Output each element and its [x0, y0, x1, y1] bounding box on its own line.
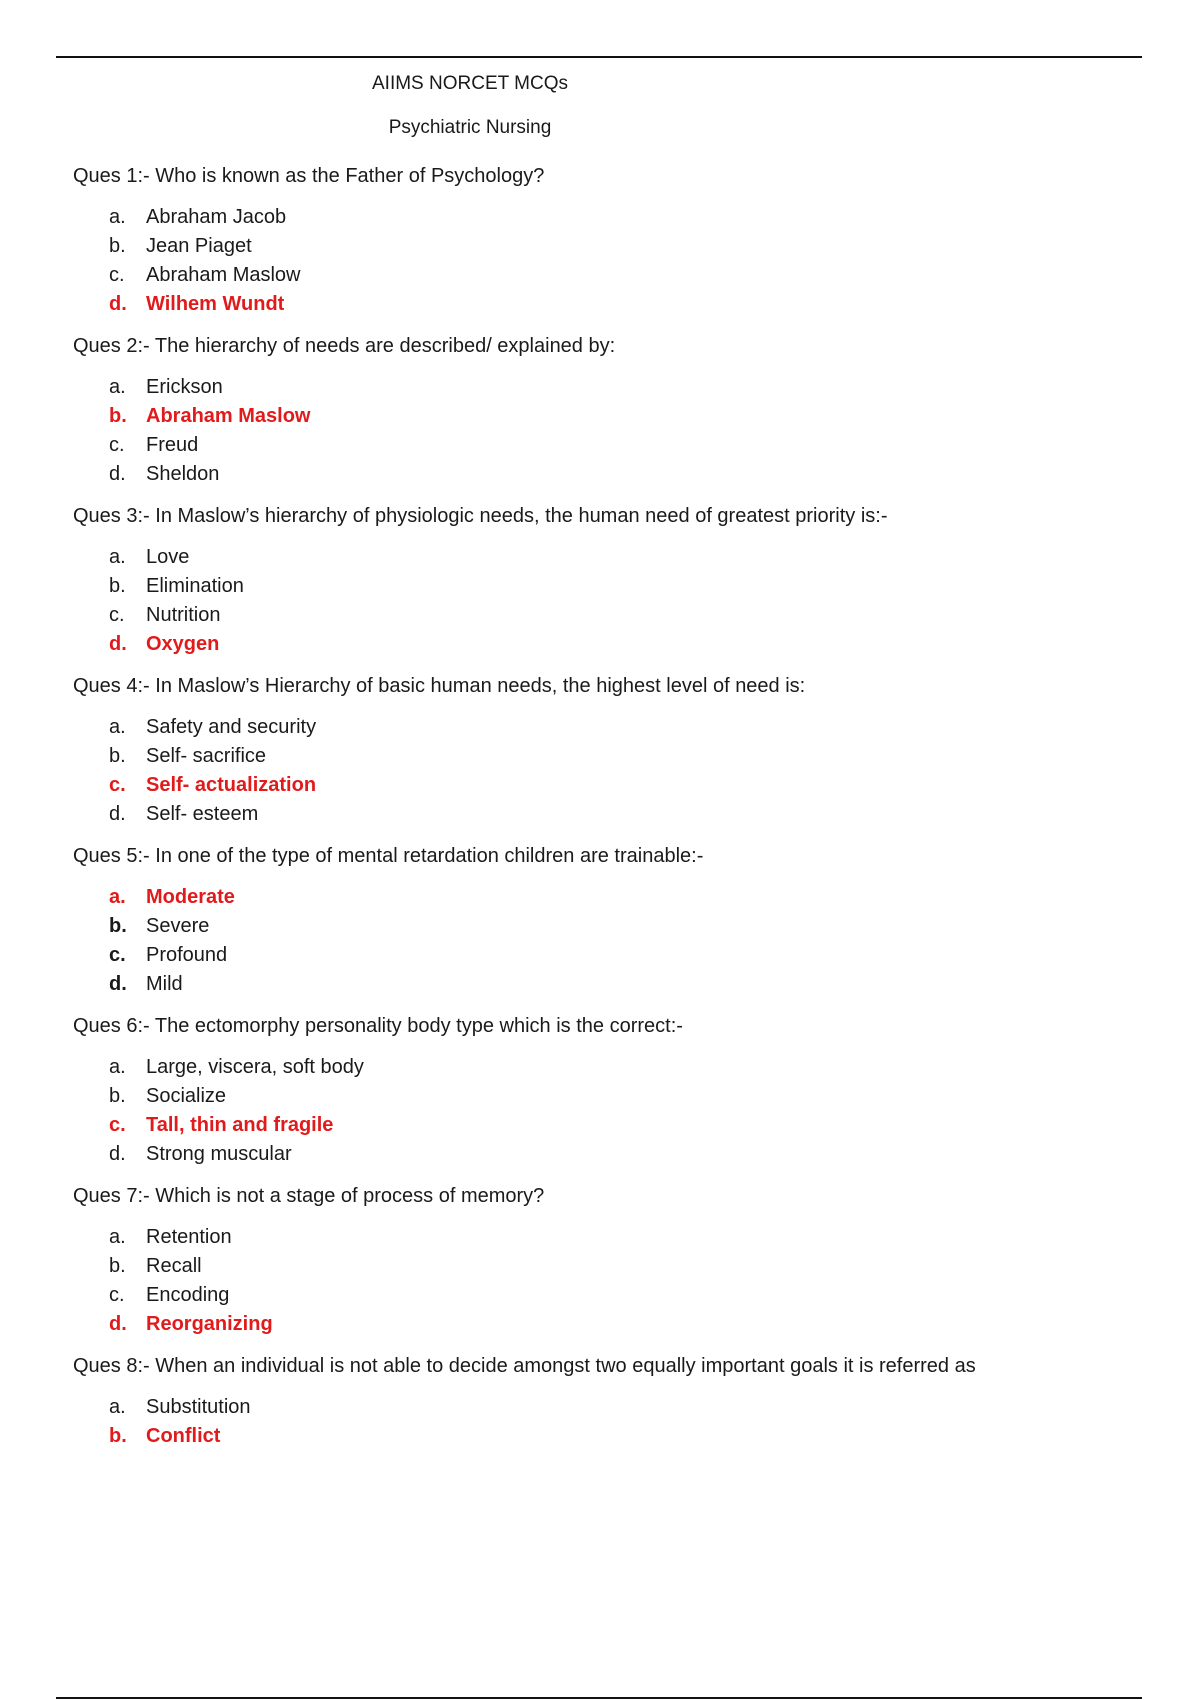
option-letter: a.	[109, 716, 126, 738]
option-list	[73, 203, 1133, 319]
option-letter: b.	[109, 1255, 126, 1277]
option-text: Abraham Maslow	[146, 405, 311, 427]
option	[73, 1082, 1133, 1111]
option-text: Love	[146, 546, 190, 568]
option-text: Sheldon	[146, 463, 220, 485]
option	[73, 800, 1133, 829]
option-text: Profound	[146, 944, 228, 966]
correct-option	[73, 630, 1133, 659]
option-text: Severe	[146, 915, 210, 937]
option	[73, 1053, 1133, 1082]
bottom-rule	[56, 1697, 1142, 1699]
option	[73, 713, 1133, 742]
option-letter: d.	[109, 1143, 126, 1165]
option	[73, 1140, 1133, 1169]
question-text: Ques 1:- Who is known as the Father of Psychology?	[73, 165, 545, 187]
option-letter: c.	[109, 264, 125, 286]
option-letter: b.	[109, 235, 126, 257]
option	[73, 543, 1133, 572]
option-text: Self- sacrifice	[146, 745, 267, 767]
question-4	[73, 673, 1133, 829]
question-text: Ques 4:- In Maslow’s Hierarchy of basic human needs, the highest level of need is:	[73, 675, 806, 697]
option	[73, 261, 1133, 290]
correct-option	[73, 1111, 1133, 1140]
correct-option	[73, 402, 1133, 431]
option-letter: b.	[109, 915, 127, 937]
option	[73, 970, 1133, 999]
option-text: Oxygen	[146, 633, 220, 655]
option-text: Wilhem Wundt	[146, 293, 285, 315]
option-text: Strong muscular	[146, 1143, 292, 1165]
option-list	[73, 883, 1133, 999]
option	[73, 1393, 1133, 1422]
option-text: Safety and security	[146, 716, 317, 738]
option-list	[73, 543, 1133, 659]
option-text: Recall	[146, 1255, 202, 1277]
question-8	[73, 1353, 1133, 1451]
option-letter: a.	[109, 1226, 126, 1248]
correct-option	[73, 290, 1133, 319]
question-text: Ques 5:- In one of the type of mental retardation children are trainable:-	[73, 845, 704, 867]
document-subtitle: Psychiatric Nursing	[388, 117, 552, 138]
option-letter: c.	[109, 434, 125, 456]
question-text: Ques 7:- Which is not a stage of process of memory?	[73, 1185, 545, 1207]
option-text: Socialize	[146, 1085, 227, 1107]
question-text: Ques 8:- When an individual is not able to decide amongst two equally important goals it is referred as	[73, 1355, 976, 1377]
option-list	[73, 373, 1133, 489]
question-text: Ques 3:- In Maslow’s hierarchy of physiologic needs, the human need of greatest priority is:-	[73, 505, 888, 527]
option	[73, 460, 1133, 489]
option-letter: c.	[109, 774, 126, 796]
option-text: Substitution	[146, 1396, 251, 1418]
option-letter: d.	[109, 633, 127, 655]
option-letter: d.	[109, 293, 127, 315]
option-letter: a.	[109, 376, 126, 398]
option-text: Conflict	[146, 1425, 221, 1447]
correct-option	[73, 1422, 1133, 1451]
option-letter: a.	[109, 206, 126, 228]
option-text: Jean Piaget	[146, 235, 252, 257]
question-1	[73, 163, 1133, 319]
option-text: Elimination	[146, 575, 244, 597]
option-text: Moderate	[146, 886, 235, 908]
option-text: Retention	[146, 1226, 232, 1248]
option-list	[73, 1223, 1133, 1339]
option-letter: a.	[109, 1396, 126, 1418]
option-letter: c.	[109, 1284, 125, 1306]
option	[73, 601, 1133, 630]
option	[73, 431, 1133, 460]
option-letter: d.	[109, 1313, 127, 1335]
option	[73, 373, 1133, 402]
option-letter: b.	[109, 745, 126, 767]
document-title: AIIMS NORCET MCQs	[372, 73, 568, 94]
option	[73, 1281, 1133, 1310]
question-5	[73, 843, 1133, 999]
option-list	[73, 713, 1133, 829]
option-letter: d.	[109, 463, 126, 485]
option	[73, 232, 1133, 261]
option-text: Erickson	[146, 376, 223, 398]
option-letter: a.	[109, 546, 126, 568]
question-text: Ques 2:- The hierarchy of needs are described/ explained by:	[73, 335, 616, 357]
option-text: Large, viscera, soft body	[146, 1056, 364, 1078]
option-letter: a.	[109, 886, 126, 908]
option-text: Tall, thin and fragile	[146, 1114, 334, 1136]
option-letter: b.	[109, 1085, 126, 1107]
option-text: Reorganizing	[146, 1313, 273, 1335]
option-text: Abraham Jacob	[146, 206, 287, 228]
question-6	[73, 1013, 1133, 1169]
option-text: Freud	[146, 434, 199, 456]
option-letter: d.	[109, 973, 127, 995]
option	[73, 1223, 1133, 1252]
option-text: Nutrition	[146, 604, 221, 626]
question-7	[73, 1183, 1133, 1339]
correct-option	[73, 771, 1133, 800]
option-letter: d.	[109, 803, 126, 825]
option-list	[73, 1393, 1133, 1451]
option-letter: c.	[109, 1114, 126, 1136]
option-letter: c.	[109, 604, 125, 626]
option-letter: b.	[109, 1425, 127, 1447]
question-3	[73, 503, 1133, 659]
question-text: Ques 6:- The ectomorphy personality body type which is the correct:-	[73, 1015, 683, 1037]
option-letter: c.	[109, 944, 126, 966]
option	[73, 203, 1133, 232]
correct-option	[73, 1310, 1133, 1339]
top-rule	[56, 56, 1142, 58]
option-text: Self- actualization	[146, 774, 317, 796]
option	[73, 1252, 1133, 1281]
option-list	[73, 1053, 1133, 1169]
option-text: Abraham Maslow	[146, 264, 301, 286]
option-text: Mild	[146, 973, 183, 995]
option	[73, 912, 1133, 941]
document-header	[0, 72, 1200, 140]
option	[73, 941, 1133, 970]
option-letter: b.	[109, 575, 126, 597]
question-2	[73, 333, 1133, 489]
correct-option	[73, 883, 1133, 912]
option-letter: a.	[109, 1056, 126, 1078]
option	[73, 742, 1133, 771]
option	[73, 572, 1133, 601]
option-letter: b.	[109, 405, 127, 427]
question-list	[73, 163, 1133, 1451]
option-text: Self- esteem	[146, 803, 259, 825]
option-text: Encoding	[146, 1284, 230, 1306]
